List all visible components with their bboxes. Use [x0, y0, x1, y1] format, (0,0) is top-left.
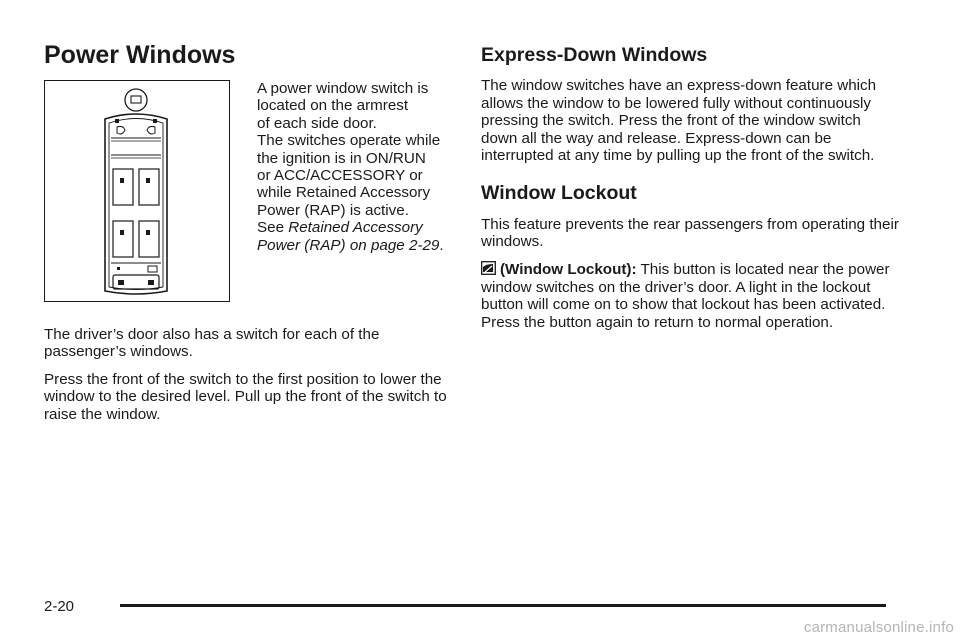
lockout-heading: Window Lockout	[481, 182, 637, 205]
express-paragraph: The window switches have an express-down feature which allows the window to be lowered fully without continuously pressing the switch. Press the front of the window switch down all the way and release. Express-down can be interrupted at any time by pulling up the front of the switch.	[481, 77, 877, 165]
see-prefix: See	[257, 219, 289, 237]
see-ref-link[interactable]: Retained Accessory	[288, 219, 423, 237]
operation-paragraph: Press the front of the switch to the first position to lower the window to the desired level. Pull up the front of the switch to raise the window.	[44, 370, 447, 423]
window-switch-panel-icon	[45, 81, 228, 300]
intro-line: while Retained Accessory	[257, 184, 431, 202]
right-column	[481, 44, 901, 341]
page-number: 2-20	[44, 598, 75, 615]
lockout-description: This button is located near the power window switches on the driver’s door. A light in the lockout button will come on to show that lockout has been activated. Press the button again to return to normal operation.	[481, 260, 890, 331]
see-ref-link-cont[interactable]: Power (RAP) on page 2-29	[257, 236, 440, 254]
lockout-intro: This feature prevents the rear passengers from operating their windows.	[481, 215, 899, 251]
lockout-label: (Window Lockout):	[500, 260, 637, 278]
watermark: carmanualsonline.info	[803, 619, 954, 636]
intro-line: A power window switch is	[257, 80, 429, 97]
intro-block	[44, 80, 454, 312]
intro-line: Power (RAP) is active.	[257, 201, 409, 219]
intro-text	[257, 80, 457, 254]
left-column	[44, 40, 454, 433]
footer-divider	[120, 604, 886, 607]
driver-door-paragraph: The driver’s door also has a switch for each of the passenger’s windows.	[44, 326, 380, 361]
see-reference	[257, 219, 457, 236]
express-heading: Express-Down Windows	[481, 44, 708, 66]
see-reference-cont	[257, 237, 457, 254]
intro-line: the ignition is in ON/RUN	[257, 149, 426, 167]
page-title: Power Windows	[44, 41, 236, 69]
intro-line: located on the armrest	[257, 97, 409, 115]
window-lockout-icon	[481, 261, 496, 279]
intro-line: The switches operate while	[257, 132, 441, 150]
intro-line: or ACC/ACCESSORY or	[257, 167, 423, 185]
window-switch-figure	[44, 80, 230, 302]
lockout-paragraph	[481, 261, 901, 332]
see-suffix: .	[439, 236, 444, 254]
intro-line: of each side door.	[257, 114, 377, 132]
